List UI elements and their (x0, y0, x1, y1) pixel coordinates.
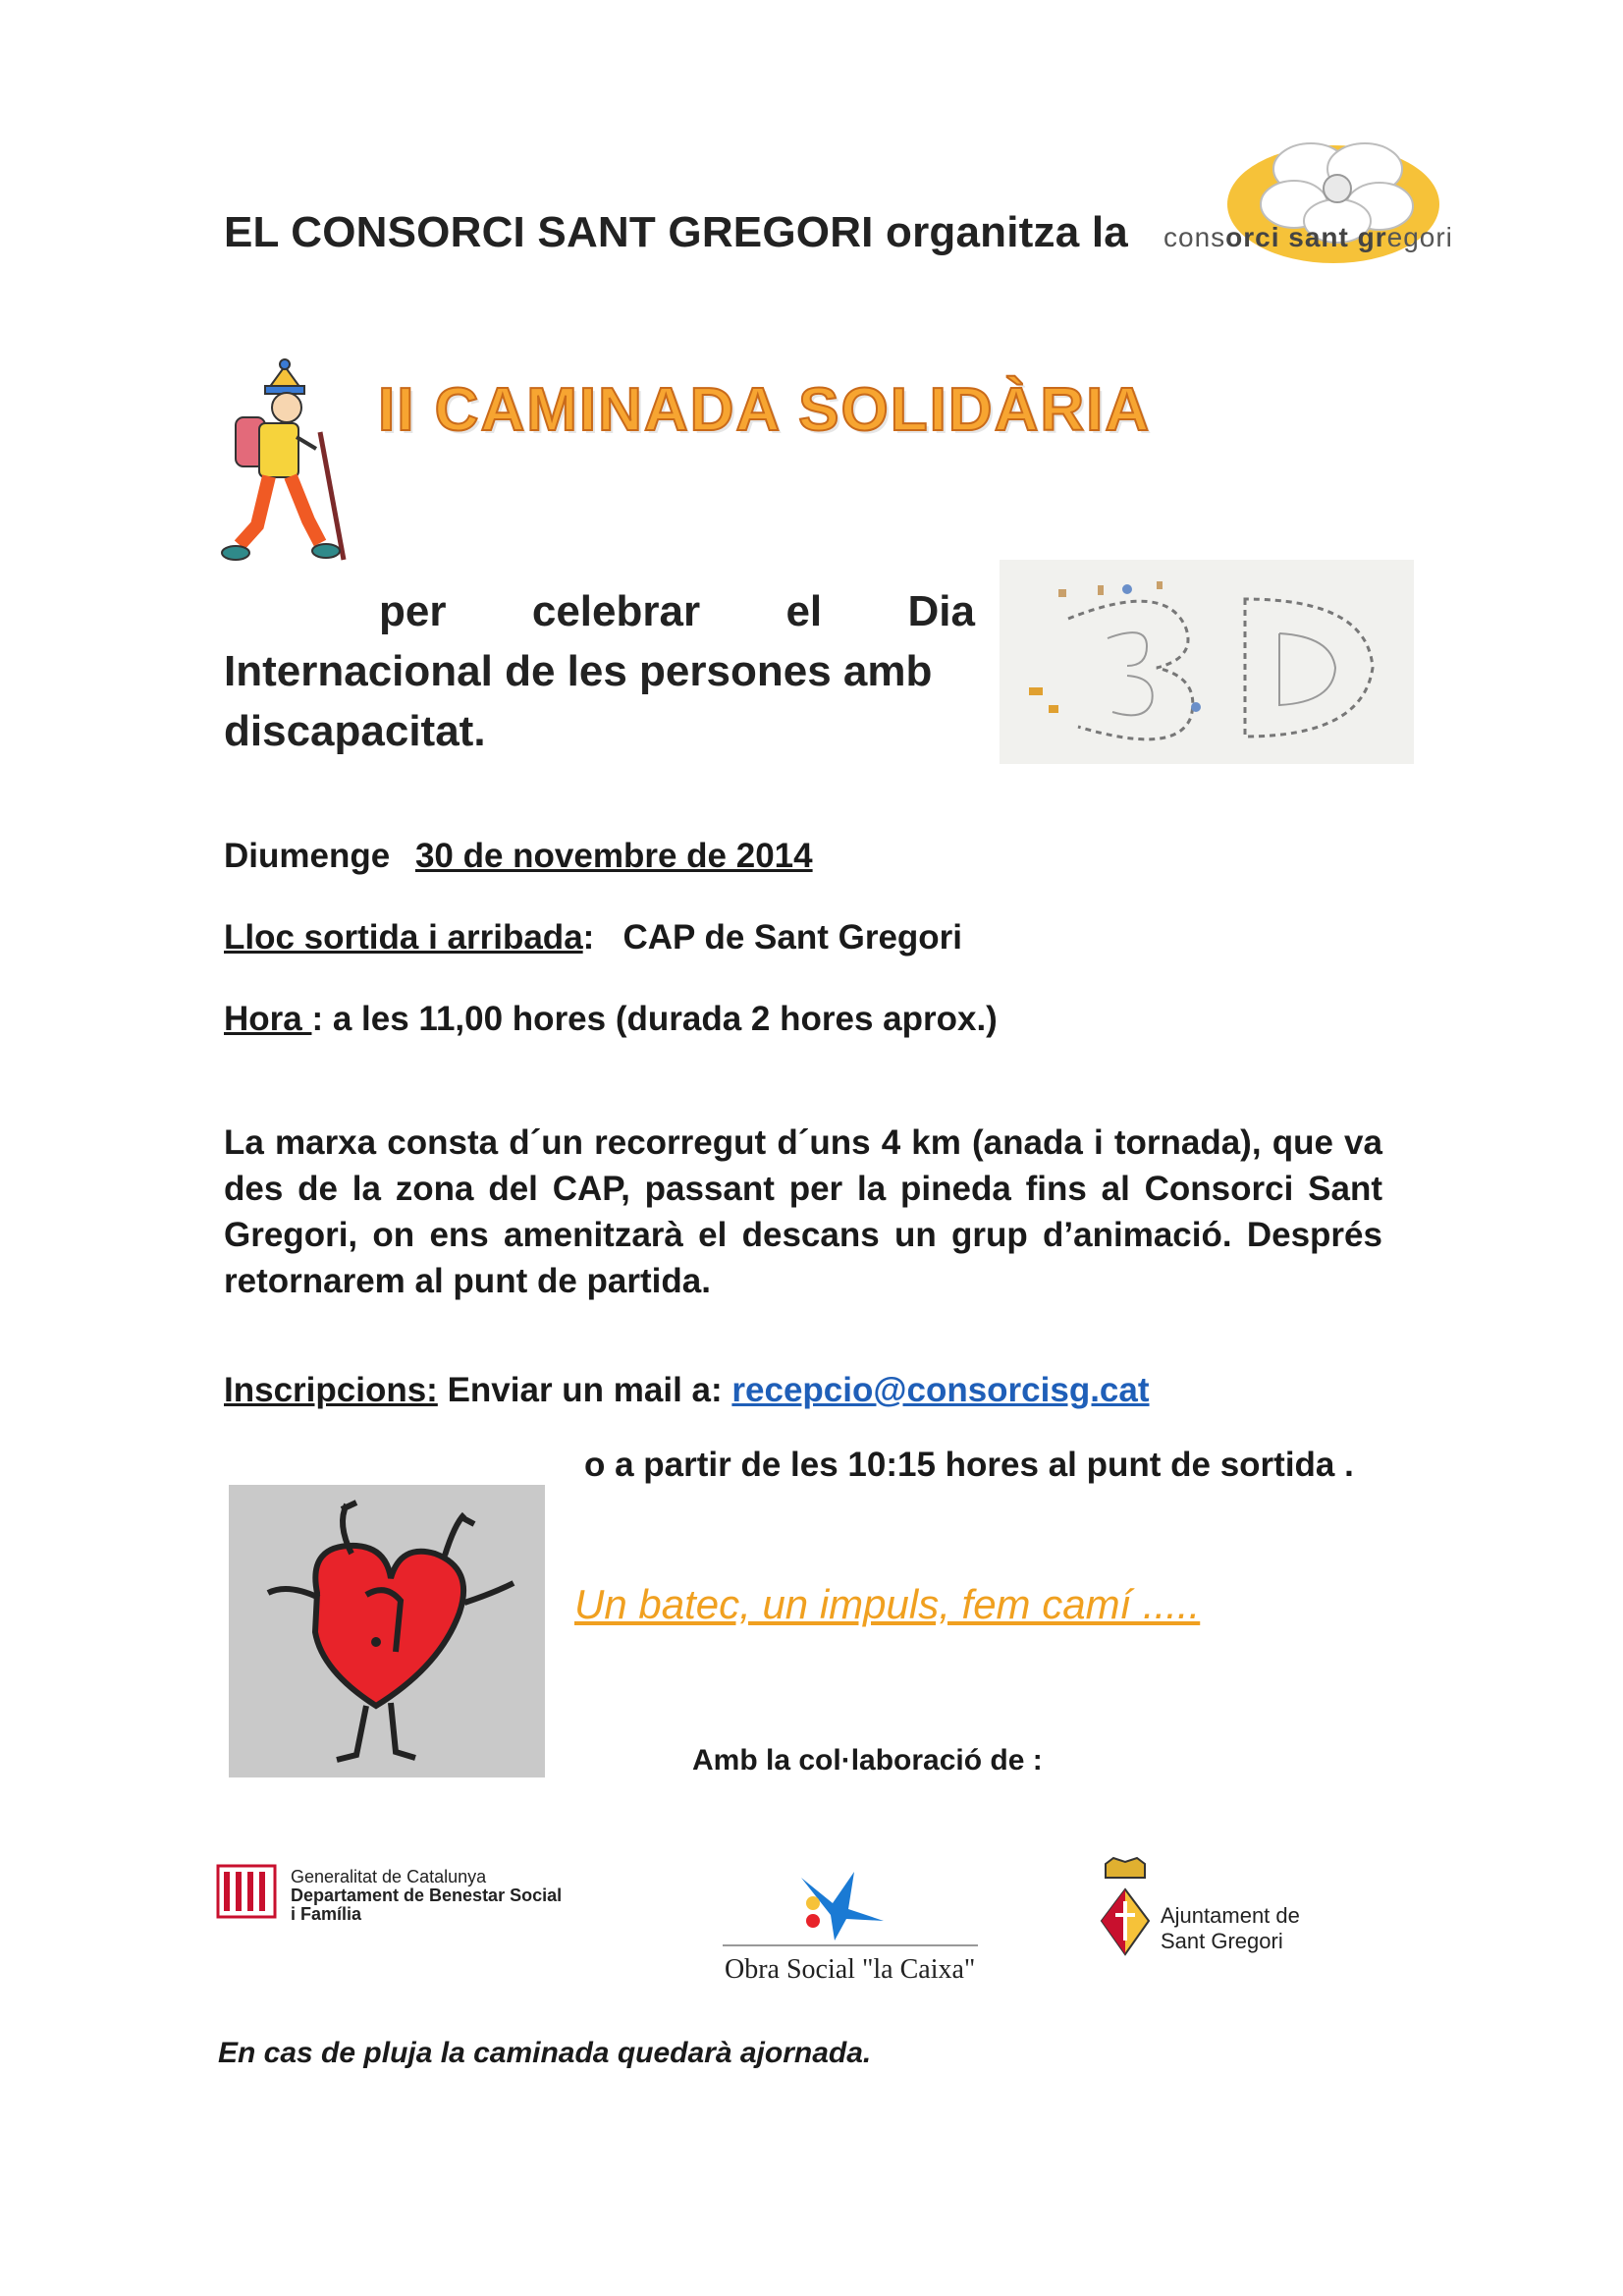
route-description: La marxa consta d´un recorregut d´uns 4 km (anada i tornada), que va des de la zona del CAP, passant per la pineda fins al Consorci Sant Gregori, on ens amenitzarà el descans un grup d’animació. Després retornarem al punt de partida. (224, 1123, 1382, 1300)
logo-text-part: cons (1163, 222, 1226, 252)
intro-word: Dia (907, 587, 975, 635)
generalitat-line: Departament de Benestar Social (291, 1886, 563, 1905)
logo-text-part: egori (1386, 222, 1453, 252)
date-value: 30 de novembre de 2014 (414, 837, 813, 875)
location-value: CAP de Sant Gregori (622, 918, 963, 957)
ajuntament-line: Ajuntament de (1161, 1903, 1300, 1928)
generalitat-line: i Família (291, 1904, 362, 1924)
event-location: Lloc sortida i arribada: CAP de Sant Gregori (224, 918, 963, 957)
hiker-illustration (218, 358, 355, 579)
ajuntament-text (1161, 1903, 1300, 1954)
time-value: a les 11,00 hores (durada 2 hores aprox.) (332, 1000, 998, 1038)
intro-text (224, 581, 975, 761)
time-label: Hora (224, 1000, 312, 1038)
intro-line: Internacional de les persones amb (224, 647, 933, 695)
event-title: II CAMINADA SOLIDÀRIA (378, 376, 1152, 444)
location-label: Lloc sortida i arribada (224, 918, 583, 957)
event-date (224, 837, 813, 876)
page-heading: EL CONSORCI SANT GREGORI organitza la (224, 208, 1128, 256)
inscriptions-alternative: o a partir de les 10:15 hores al punt de sortida . (584, 1446, 1354, 1484)
ajuntament-line: Sant Gregori (1161, 1929, 1283, 1953)
ajuntament-shield-logo (1098, 1856, 1153, 1964)
generalitat-line: Generalitat de Catalunya (291, 1867, 487, 1886)
date-label: Diumenge (224, 837, 391, 875)
divider (723, 1944, 978, 1946)
logo-text-part: orci sant gr (1225, 222, 1387, 252)
slogan: Un batec, un impuls, fem camí ..... (574, 1581, 1201, 1627)
inscriptions-text: Enviar un mail a: (447, 1371, 723, 1409)
3d-drawing-image (1000, 560, 1414, 764)
inscriptions-label: Inscripcions: (224, 1371, 438, 1409)
intro-line: discapacitat. (224, 707, 486, 755)
intro-word: el (785, 587, 823, 635)
event-time: Hora : a les 11,00 hores (durada 2 hores aprox.) (224, 1000, 998, 1038)
la-caixa-star-logo (793, 1864, 892, 1944)
intro-word: per (379, 587, 447, 635)
consorci-logo-text (1163, 222, 1453, 253)
collaboration-label: Amb la col·laboració de : (692, 1744, 1043, 1777)
intro-word: celebrar (531, 587, 701, 635)
rain-note: En cas de pluja la caminada quedarà ajornada. (218, 2037, 872, 2069)
generalitat-logo (216, 1864, 277, 1919)
generalitat-text (291, 1868, 562, 1924)
email-link[interactable]: recepcio@consorcisg.cat (731, 1371, 1150, 1409)
inscriptions (224, 1371, 1150, 1410)
la-caixa-text: Obra Social "la Caixa" (725, 1954, 976, 1985)
heart-character-image (229, 1485, 545, 1777)
